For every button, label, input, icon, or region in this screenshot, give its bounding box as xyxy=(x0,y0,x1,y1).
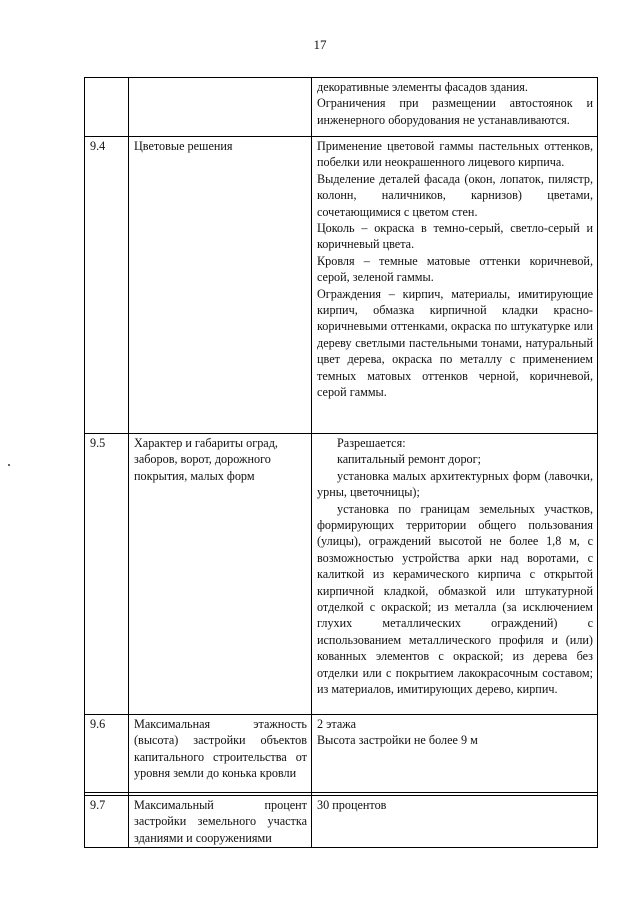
row-name-cell: Максимальная этажность (высота) застройки объектов капитального строительства от уровня земли до конька кровли xyxy=(129,715,312,793)
table-row xyxy=(85,796,598,848)
row-value-cell xyxy=(312,796,598,848)
table-row xyxy=(85,137,598,434)
row-name-cell xyxy=(129,78,312,137)
scan-speck xyxy=(8,464,10,466)
row-name-cell: Цветовые решения xyxy=(129,137,312,434)
value-paragraph: Ограничения при размещении автостоянок и инженерного оборудования не устанавливаются. xyxy=(317,96,593,127)
table-row xyxy=(85,715,598,793)
value-paragraph: Разрешается: xyxy=(337,436,406,450)
regulations-table xyxy=(84,77,598,848)
value-paragraph: установка малых архитектурных форм (лавочки, урны, цветочницы); xyxy=(317,468,593,500)
value-paragraph: Кровля – темные матовые оттенки коричневой, серой, зеленой гаммы. xyxy=(317,253,593,285)
row-value-cell xyxy=(312,715,598,793)
row-value-cell xyxy=(312,434,598,715)
row-number-cell: 9.7 xyxy=(85,796,129,848)
value-paragraph: Выделение деталей фасада (окон, лопаток, пилястр, колонн, наличников, карнизов) цветами, сочетающимися с цветом стен. xyxy=(317,171,593,219)
value-paragraph: Высота застройки не более 9 м xyxy=(317,733,478,748)
row-value-cell xyxy=(312,137,598,434)
row-value-cell xyxy=(312,78,598,137)
value-paragraph: капитальный ремонт дорог; xyxy=(337,452,482,467)
table-row xyxy=(85,434,598,715)
row-number-cell: 9.5 xyxy=(85,434,129,715)
row-name-cell: Максимальный процент застройки земельного участка зданиями и сооружениями xyxy=(129,796,312,848)
row-name-cell: Характер и габариты оград, заборов, ворот, дорожного покрытия, малых форм xyxy=(129,434,312,715)
page-number: 17 xyxy=(313,37,327,52)
value-paragraph: Ограждения – кирпич, материалы, имитирующие кирпич, обмазка кирпичной кладки красно-коричневыми оттенками, окраска по штукатурке или дереву светлыми пастельными тонами, натуральный цвет дерева, окраска по металлу с применением темных матовых оттенков черной, коричневой, серой гаммы. xyxy=(317,286,593,400)
value-paragraph: Применение цветовой гаммы пастельных оттенков, побелки или неокрашенного лицевого кирпича. xyxy=(317,139,593,170)
row-number-cell: 9.6 xyxy=(85,715,129,793)
row-number-cell xyxy=(85,78,129,137)
value-paragraph: установка по границам земельных участков, формирующих территории общего пользования (улицы), ограждений высотой не более 1,8 м, с возможностью устройства арки над воротами, с калиткой из керамического кирпича с открытой кирпичной кладкой, обмазкой или штукатурной отделкой с окраской; из металла (за исключением глухих металлических ограждений) с использованием металлического профиля и (или) кованных элементов с окраской; из дерева без отделки или с покрытием лакокрасочным составом; из материалов, имитирующих дерево, кирпич. xyxy=(317,501,593,697)
table-row xyxy=(85,78,598,137)
value-paragraph: декоративные элементы фасадов здания. xyxy=(317,80,528,94)
value-paragraph: 2 этажа xyxy=(317,717,357,731)
value-paragraph: 30 процентов xyxy=(317,798,387,812)
value-paragraph: Цоколь – окраска в темно-серый, светло-серый и коричневый цвета. xyxy=(317,221,593,252)
row-number-cell: 9.4 xyxy=(85,137,129,434)
